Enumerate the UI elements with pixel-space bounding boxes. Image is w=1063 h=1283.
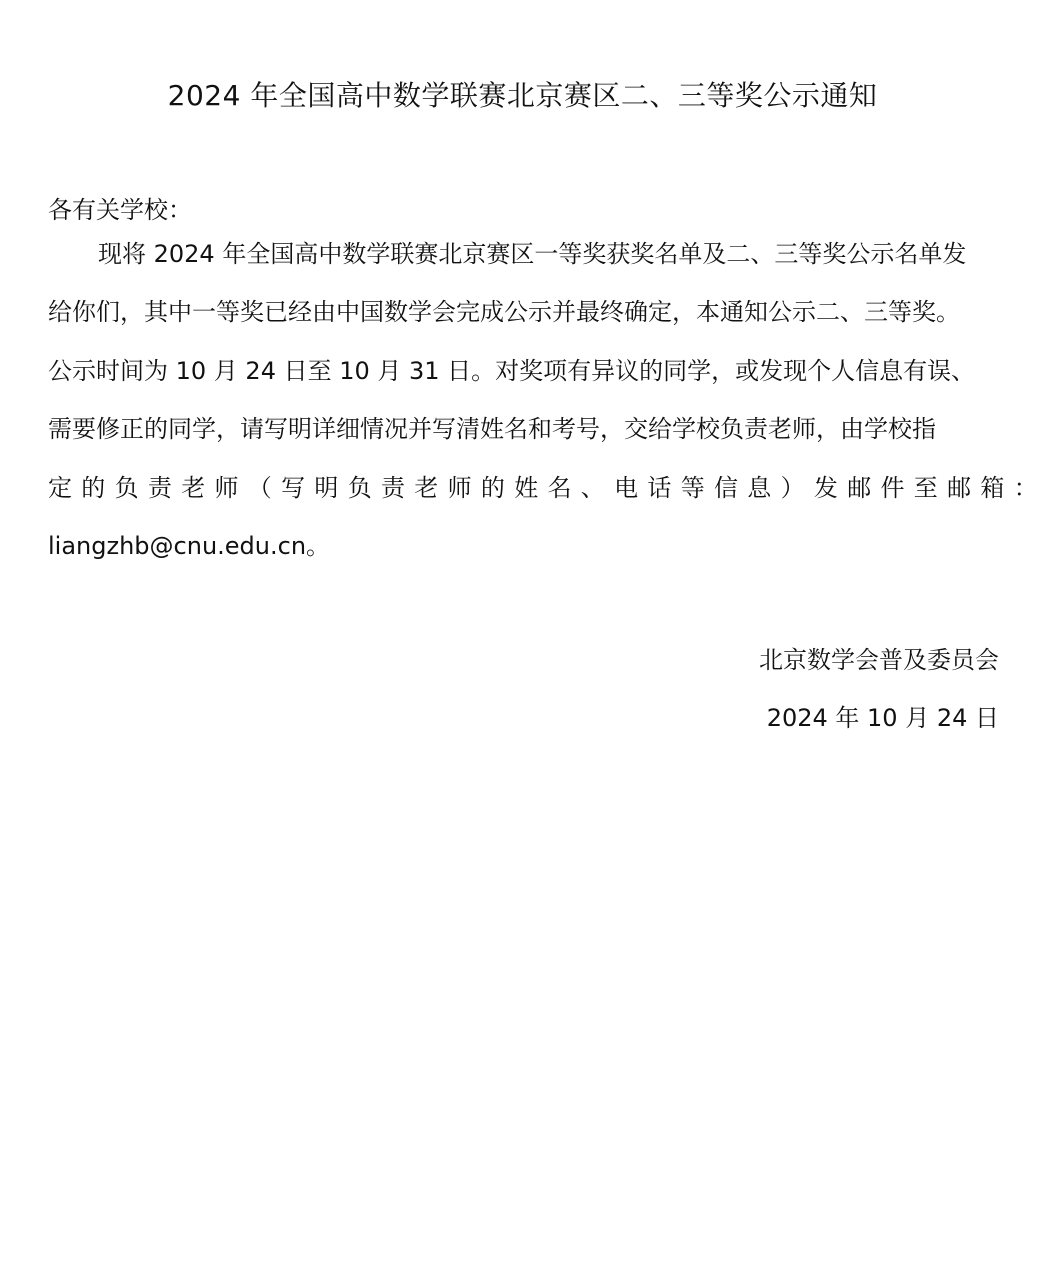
- salutation: 各有关学校：: [48, 196, 192, 224]
- notice-title: 2024 年全国高中数学联赛北京赛区二、三等奖公示通知: [167, 79, 878, 112]
- signature: 北京数学会普及委员会: [759, 646, 999, 674]
- body-line-5: 定的负责老师（写明负责老师的姓名、电话等信息）发邮件至邮箱：: [48, 474, 1047, 502]
- issue-date: 2024 年 10 月 24 日: [766, 704, 999, 732]
- body-line-3: 公示时间为 10 月 24 日至 10 月 31 日。对奖项有异议的同学，或发现个人信息有误、: [48, 357, 976, 385]
- body-line-1: 现将 2024 年全国高中数学联赛北京赛区一等奖获奖名单及二、三等奖公示名单发: [98, 240, 967, 268]
- body-line-2: 给你们，其中一等奖已经由中国数学会完成公示并最终确定，本通知公示二、三等奖。: [48, 298, 960, 326]
- body-line-4: 需要修正的同学，请写明详细情况并写清姓名和考号，交给学校负责老师，由学校指: [48, 415, 936, 443]
- body-line-email: liangzhb@cnu.edu.cn。: [48, 532, 331, 560]
